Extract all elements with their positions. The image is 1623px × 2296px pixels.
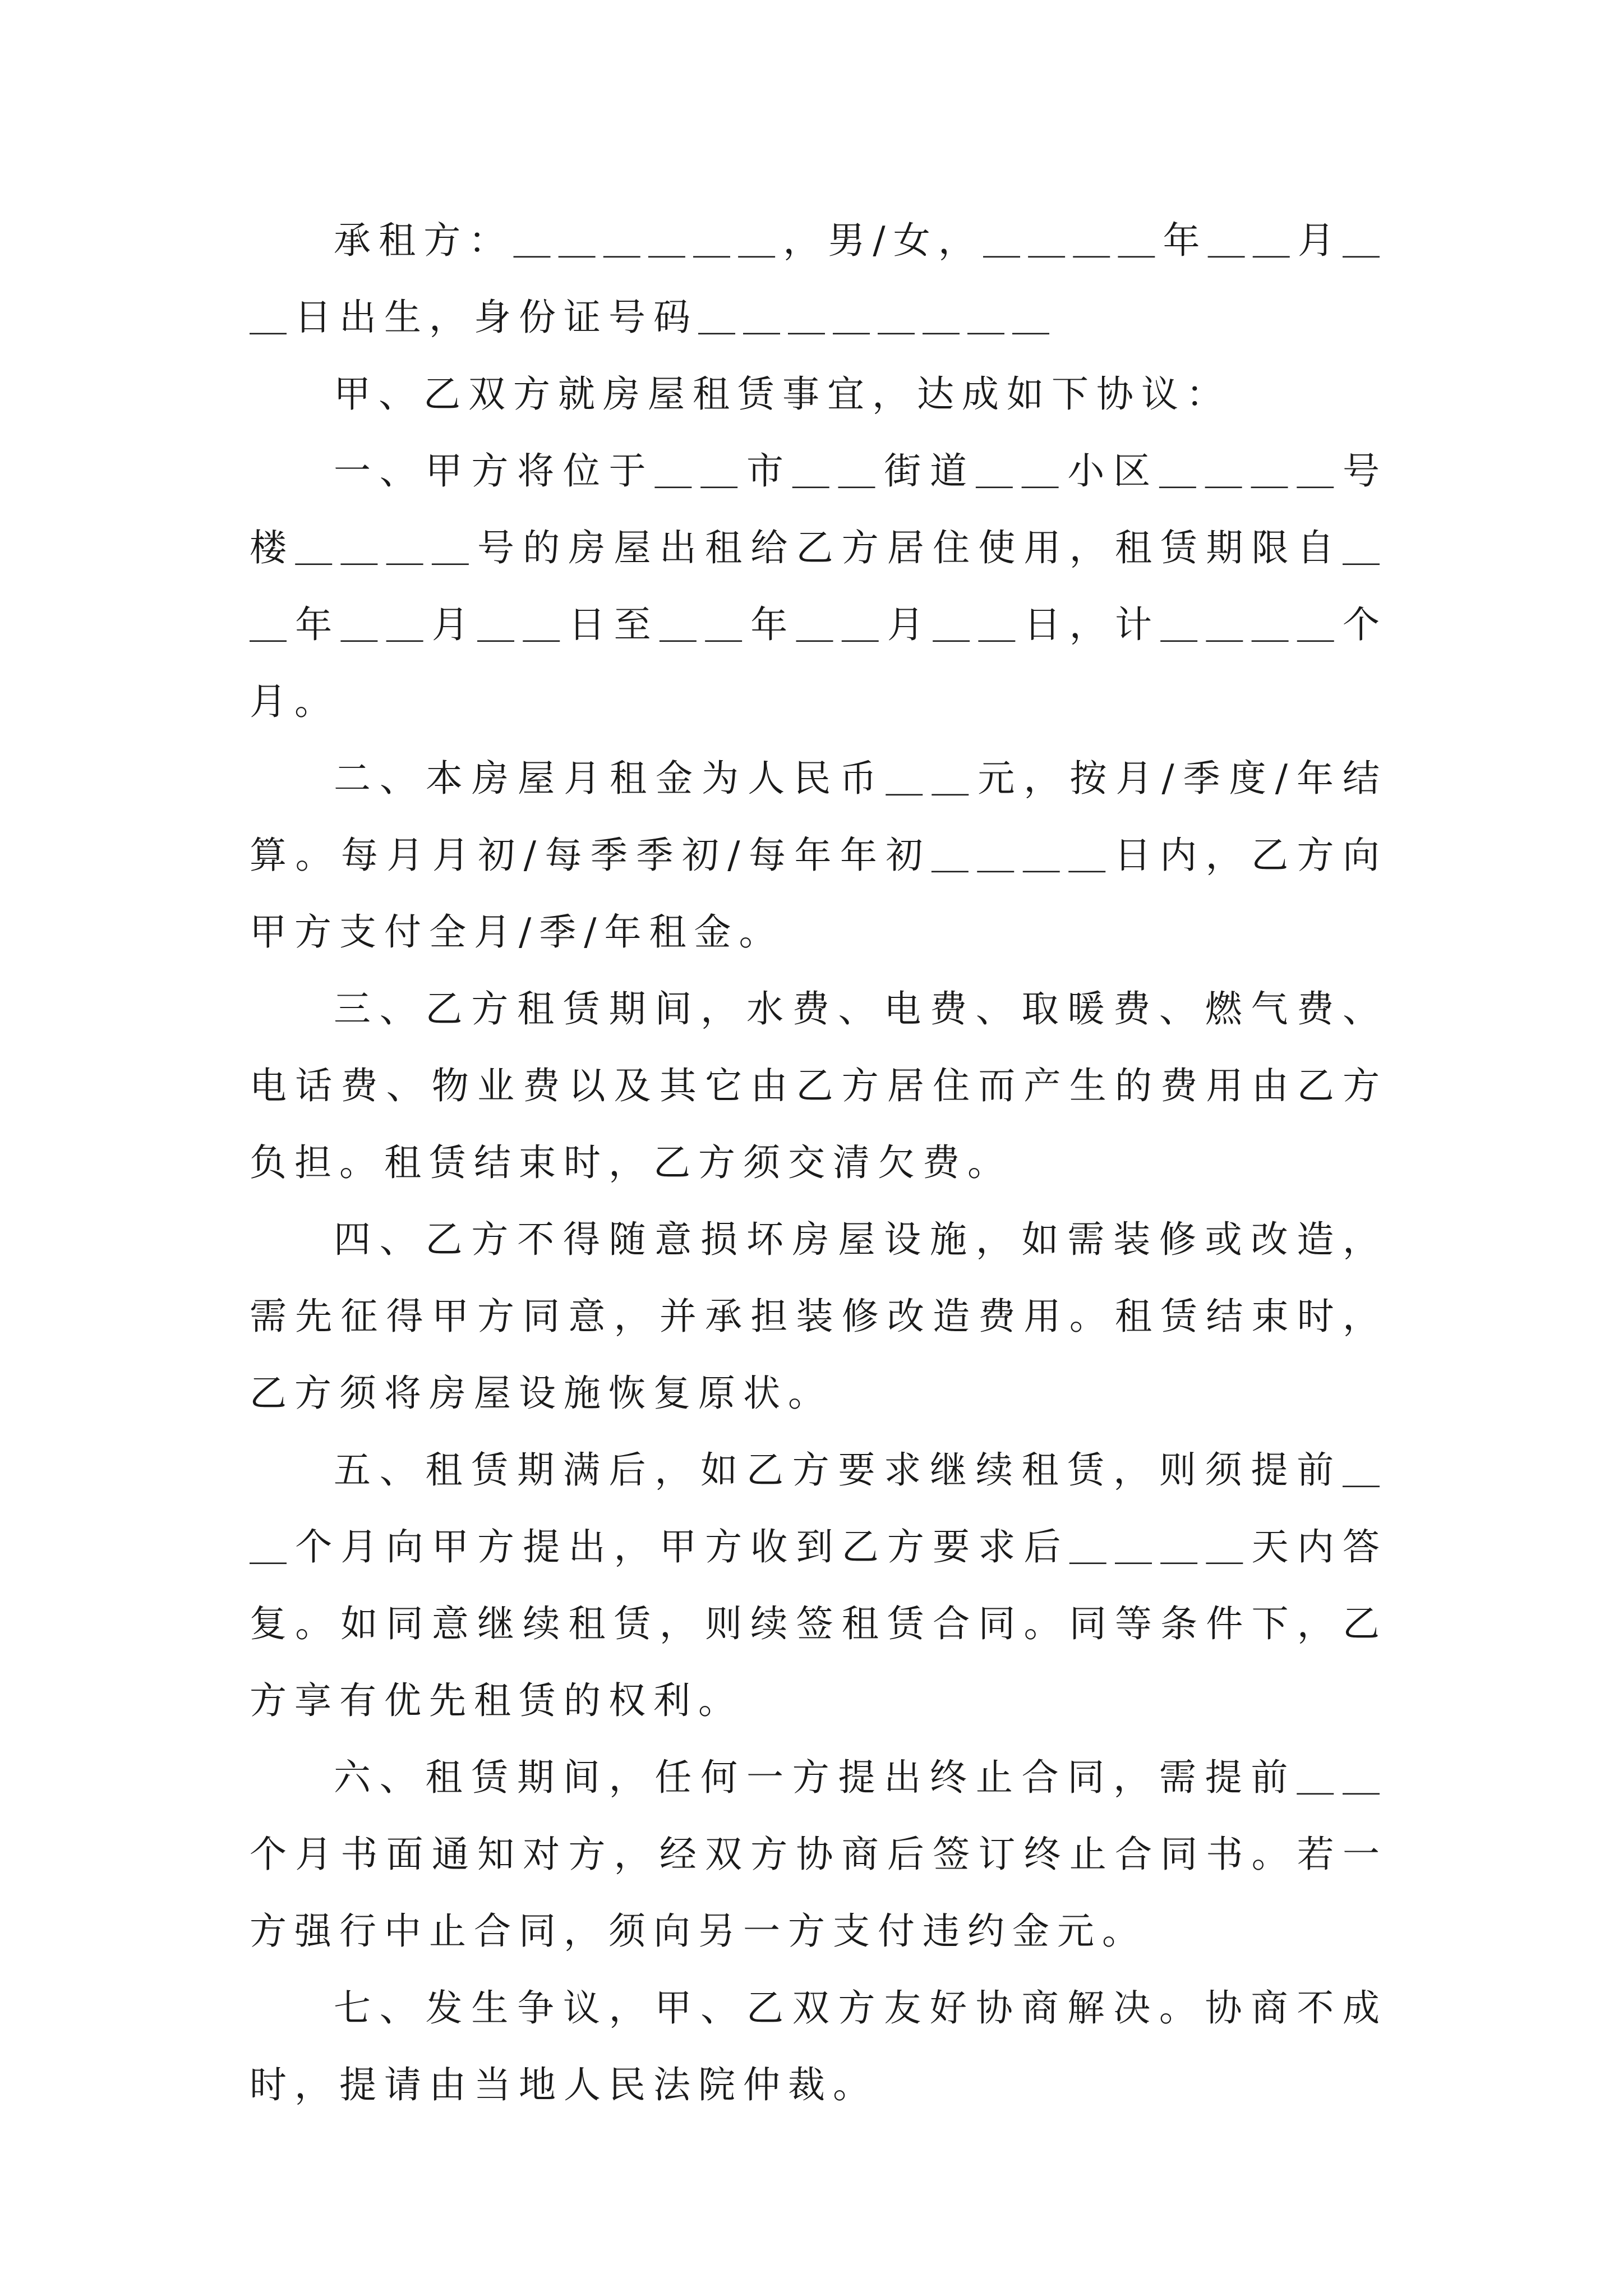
clause-tenant-info: 承租方：＿＿＿＿＿＿，男/女，＿＿＿＿年＿＿月＿＿日出生，身份证号码＿＿＿＿＿＿＿＿: [250, 219, 1387, 339]
clause-6-termination: 六、租赁期间，任何一方提出终止合同，需提前＿＿个月书面通知对方，经双方协商后签订终止合同书。若一方强行中止合同，须向另一方支付违约金元。: [250, 1756, 1387, 1953]
clause-5-renewal: 五、租赁期满后，如乙方要求继续租赁，则须提前＿＿个月向甲方提出，甲方收到乙方要求后＿＿＿＿天内答复。如同意继续租赁，则续签租赁合同。同等条件下，乙方享有优先租赁的权利。: [250, 1448, 1387, 1722]
clause-2-rent: 二、本房屋月租金为人民币＿＿元，按月/季度/年结算。每月月初/每季季初/每年年初＿＿＿＿日内，乙方向甲方支付全月/季/年租金。: [250, 757, 1387, 954]
clause-3-fees: 三、乙方租赁期间，水费、电费、取暖费、燃气费、电话费、物业费以及其它由乙方居住而产生的费用由乙方负担。租赁结束时，乙方须交清欠费。: [250, 987, 1387, 1184]
clause-agreement-intro: 甲、乙双方就房屋租赁事宜，达成如下协议：: [334, 372, 1231, 416]
clause-4-facilities: 四、乙方不得随意损坏房屋设施，如需装修或改造，需先征得甲方同意，并承担装修改造费用。租赁结束时，乙方须将房屋设施恢复原状。: [250, 1218, 1387, 1415]
clause-1-property: 一、甲方将位于＿＿市＿＿街道＿＿小区＿＿＿＿号楼＿＿＿＿号的房屋出租给乙方居住使用，租赁期限自＿＿年＿＿月＿＿日至＿＿年＿＿月＿＿日，计＿＿＿＿个月。: [250, 449, 1387, 723]
clause-7-disputes: 七、发生争议，甲、乙双方友好协商解决。协商不成时，提请由当地人民法院仲裁。: [250, 1986, 1387, 2106]
